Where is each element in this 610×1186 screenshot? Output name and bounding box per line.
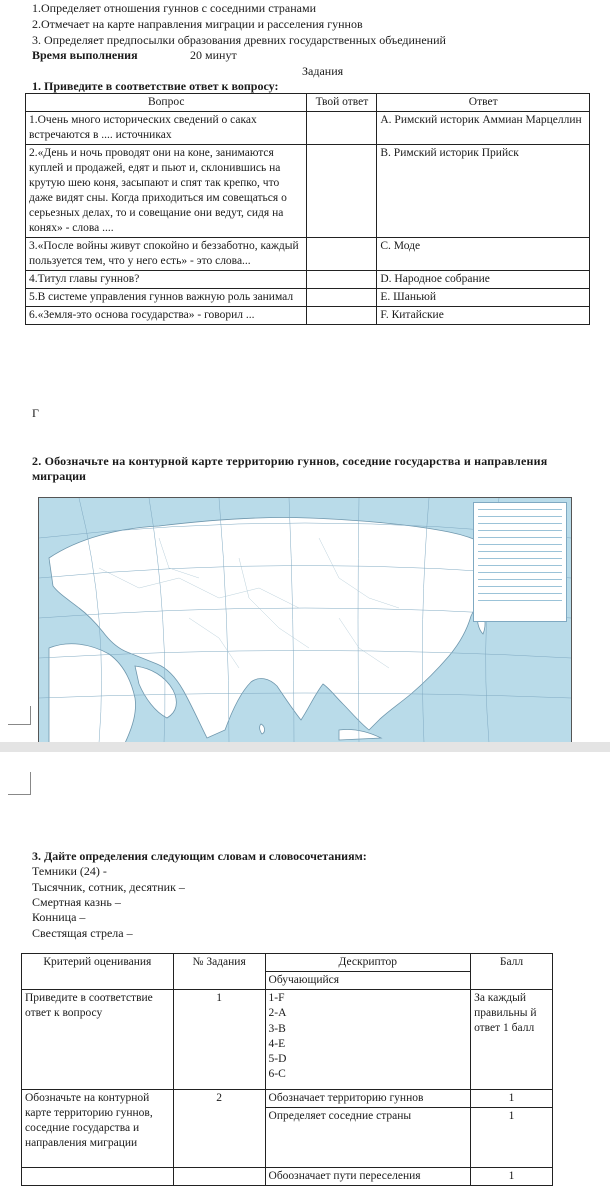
task3-title: 3. Дайте определения следующим словам и словосочетаниям: (32, 849, 367, 863)
definition-item: Смертная казнь – (32, 895, 121, 909)
your-answer-cell[interactable] (307, 271, 377, 289)
objective-2: 2.Отмечает на карте направления миграции и расселения гуннов (32, 17, 363, 31)
indonesia-islands (339, 729, 381, 740)
criteria-header-row (22, 954, 553, 972)
col-task-number: № Задания (173, 954, 265, 990)
question-cell: 6.«Земля-это основа государства» - говорил ... (26, 307, 307, 325)
page-corner-mark (8, 772, 31, 795)
answer-cell: B. Римский историк Прийск (377, 145, 590, 238)
task-number-cell (173, 1168, 265, 1186)
task1-title: 1. Приведите в соответствие ответ к вопросу: (32, 79, 279, 93)
criteria-table (21, 953, 553, 1186)
answer-cell: F. Китайские (377, 307, 590, 325)
objective-3: 3. Определяет предпосылки образования древних государственных объединений (32, 33, 446, 47)
definition-item: Темники (24) - (32, 864, 107, 878)
col-question: Вопрос (26, 94, 307, 112)
table-row (26, 238, 590, 271)
table-row (26, 145, 590, 238)
question-cell: 1.Очень много исторических сведений о саках встречаются в .... источниках (26, 112, 307, 145)
col-your-answer: Твой ответ (307, 94, 377, 112)
descriptor-cell: Обозначает территорию гуннов (265, 1090, 471, 1108)
descriptor-cell (265, 990, 471, 1090)
tasks-title: Задания (302, 64, 344, 78)
definition-item: Свестящая стрела – (32, 926, 133, 940)
answer-cell: E. Шаньюй (377, 289, 590, 307)
col-descriptor: Дескриптор (265, 954, 471, 972)
your-answer-cell[interactable] (307, 307, 377, 325)
arabia-landmass (135, 666, 176, 718)
table-row (22, 990, 553, 1090)
criterion-cell: Обозначьте на контурной карте территорию гуннов, соседние государства и направления миграции (22, 1090, 174, 1168)
your-answer-cell[interactable] (307, 112, 377, 145)
table-row (26, 271, 590, 289)
your-answer-cell[interactable] (307, 238, 377, 271)
your-answer-cell[interactable] (307, 145, 377, 238)
table-row (22, 1090, 553, 1108)
answer-key-item: 2-A (268, 1007, 287, 1020)
score-cell: 1 (471, 1090, 553, 1108)
score-cell: За каждый правильны й ответ 1 балл (471, 990, 553, 1090)
criterion-cell: Приведите в соответствие ответ к вопросу (22, 990, 174, 1090)
question-cell: 4.Титул главы гуннов? (26, 271, 307, 289)
answer-key-item: 1-F (268, 992, 285, 1004)
page-corner-mark (8, 706, 31, 725)
criterion-cell (22, 1168, 174, 1186)
col-answer: Ответ (377, 94, 590, 112)
task-number-cell: 1 (173, 990, 265, 1090)
descriptor-subheader: Обучающийся (265, 972, 471, 990)
table-header-row (26, 94, 590, 112)
task-number-cell: 2 (173, 1090, 265, 1168)
answer-key-item: 3-B (268, 1022, 286, 1035)
answer-cell: A. Римский историк Аммиан Марцеллин (377, 112, 590, 145)
sri-lanka-island (260, 724, 265, 734)
answer-cell: D. Народное собрание (377, 271, 590, 289)
answer-cell: C. Моде (377, 238, 590, 271)
time-label: Время выполнения (32, 48, 138, 62)
descriptor-cell: Определяет соседние страны (265, 1108, 471, 1168)
score-cell: 1 (471, 1168, 553, 1186)
time-value: 20 минут (190, 48, 237, 62)
definition-item: Тысячник, сотник, десятник – (32, 880, 185, 894)
col-criterion: Критерий оценивания (22, 954, 174, 990)
answer-key-item: 4-E (268, 1037, 286, 1050)
question-cell: 3.«После войны живут спокойно и беззаботно, каждый пользуется тем, что у него есть» - это слова... (26, 238, 307, 271)
stray-character: Г (32, 406, 39, 420)
table-row (26, 289, 590, 307)
answer-key-item: 6-C (268, 1068, 286, 1081)
contour-map[interactable] (38, 497, 572, 744)
table-row (26, 307, 590, 325)
task2-title: 2. Обозначьте на контурной карте территорию гуннов, соседние государства и направления (32, 454, 548, 468)
table-row (22, 1168, 553, 1186)
question-cell: 2.«День и ночь проводят они на коне, занимаются куплей и продажей, едят и пьют и, склонившись на крутую шею коня, засыпают и спят так крепко, что даже видят сны. Когда приходиться им совещаться о серьезных делах, то и совещание они ведут, сидя на конях» - слова .... (26, 145, 307, 238)
your-answer-cell[interactable] (307, 289, 377, 307)
table-row (26, 112, 590, 145)
score-cell: 1 (471, 1108, 553, 1168)
objective-1: 1.Определяет отношения гуннов с соседними странами (32, 1, 316, 15)
descriptor-cell: Обоозначает пути переселения (265, 1168, 471, 1186)
africa-landmass (49, 644, 136, 743)
page-break (0, 742, 610, 752)
col-score: Балл (471, 954, 553, 990)
definition-item: Конница – (32, 910, 86, 924)
task2-title-cont: миграции (32, 469, 86, 483)
question-cell: 5.В системе управления гуннов важную роль занимал (26, 289, 307, 307)
task1-table (25, 93, 590, 325)
answer-key-item: 5-D (268, 1053, 287, 1066)
map-legend (473, 502, 567, 622)
